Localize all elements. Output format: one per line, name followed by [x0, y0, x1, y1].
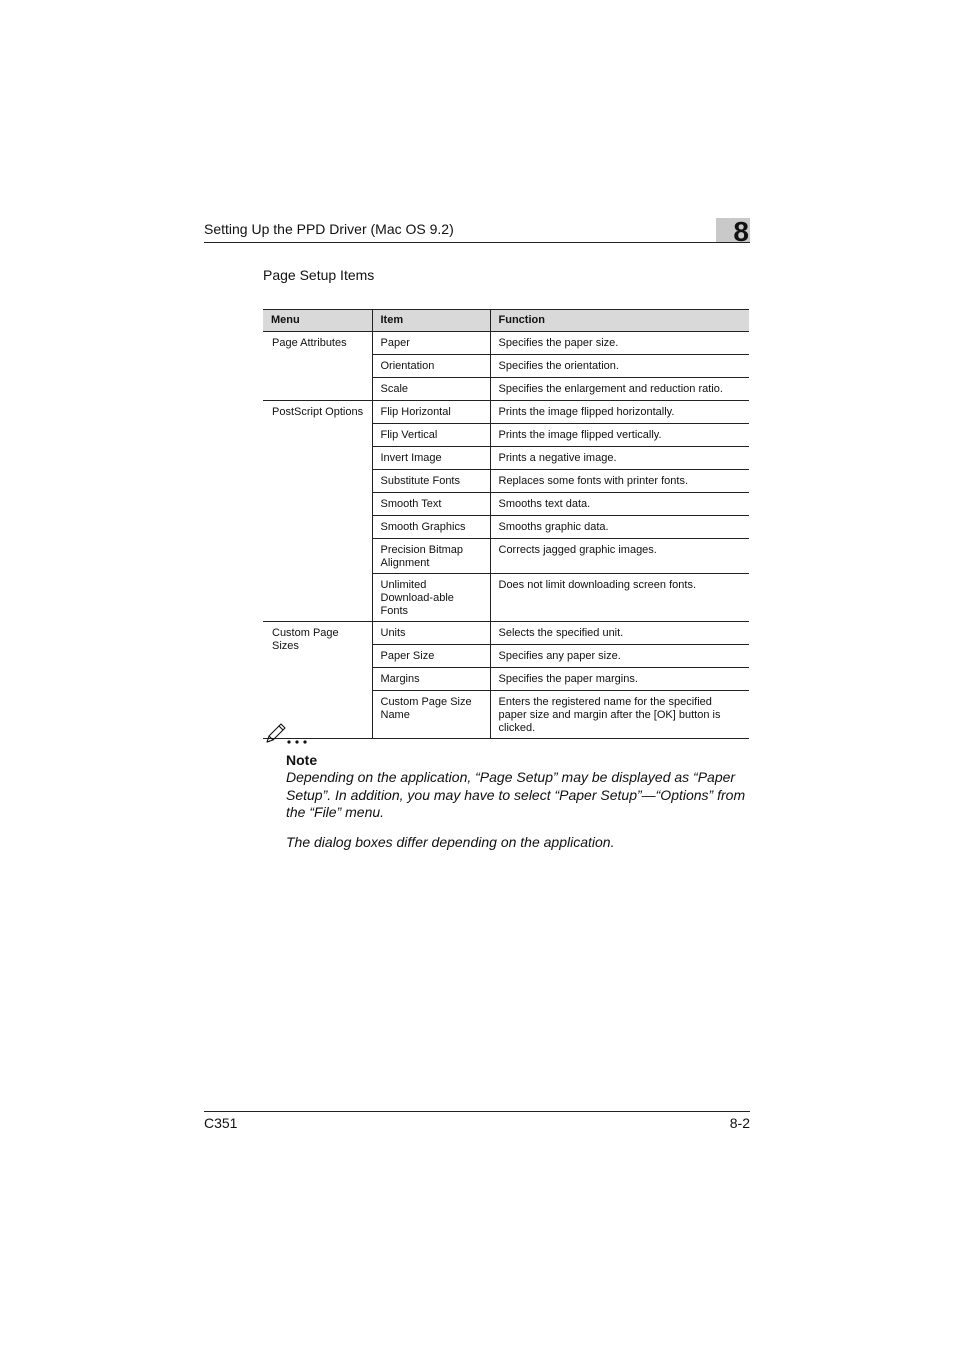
function-cell: Specifies the enlargement and reduction ratio. — [490, 378, 749, 401]
note-paragraph: The dialog boxes differ depending on the application. — [286, 834, 615, 850]
column-header-menu: Menu — [263, 310, 372, 332]
table-header-row — [263, 310, 749, 332]
item-cell: Flip Vertical — [372, 424, 490, 447]
item-cell: Smooth Text — [372, 493, 490, 516]
function-cell: Prints the image flipped horizontally. — [490, 401, 749, 424]
page-setup-table — [263, 309, 749, 739]
item-cell: Paper — [372, 332, 490, 355]
column-header-function: Function — [490, 310, 749, 332]
menu-cell: PostScript Options — [263, 401, 372, 622]
item-cell: Flip Horizontal — [372, 401, 490, 424]
item-cell: Precision Bitmap Alignment — [372, 539, 490, 574]
footer-rule — [204, 1111, 750, 1112]
function-cell: Specifies the paper margins. — [490, 668, 749, 691]
table-row — [263, 332, 749, 355]
chapter-number: 8 — [733, 216, 749, 247]
footer-page-number: 8-2 — [729, 1115, 750, 1131]
function-cell: Prints the image flipped vertically. — [490, 424, 749, 447]
item-cell: Margins — [372, 668, 490, 691]
menu-cell: Custom Page Sizes — [263, 622, 372, 739]
function-cell: Specifies the orientation. — [490, 355, 749, 378]
function-cell: Prints a negative image. — [490, 447, 749, 470]
note-label: Note — [286, 752, 318, 768]
item-cell: Smooth Graphics — [372, 516, 490, 539]
table-row — [263, 401, 749, 424]
item-cell: Custom Page Size Name — [372, 691, 490, 739]
item-cell: Orientation — [372, 355, 490, 378]
item-cell: Substitute Fonts — [372, 470, 490, 493]
function-cell: Specifies the paper size. — [490, 332, 749, 355]
column-header-item: Item — [372, 310, 490, 332]
item-cell: Scale — [372, 378, 490, 401]
header-rule — [204, 242, 750, 243]
function-cell: Does not limit downloading screen fonts. — [490, 574, 749, 622]
function-cell: Corrects jagged graphic images. — [490, 539, 749, 574]
function-cell: Smooths text data. — [490, 493, 749, 516]
item-cell: Invert Image — [372, 447, 490, 470]
note-paragraph: Depending on the application, “Page Setup” may be displayed as “Paper Setup”. In addition, you may have to select “Paper Setup”—“Options” from the “File” menu. — [286, 769, 746, 820]
function-cell: Smooths graphic data. — [490, 516, 749, 539]
function-cell: Replaces some fonts with printer fonts. — [490, 470, 749, 493]
item-cell: Units — [372, 622, 490, 645]
function-cell: Specifies any paper size. — [490, 645, 749, 668]
header-title: Setting Up the PPD Driver (Mac OS 9.2) — [204, 221, 454, 237]
menu-cell: Page Attributes — [263, 332, 372, 401]
section-title: Page Setup Items — [263, 267, 375, 283]
item-cell: Unlimited Download-able Fonts — [372, 574, 490, 622]
pencil-note-icon — [264, 721, 310, 747]
function-cell: Selects the specified unit. — [490, 622, 749, 645]
item-cell: Paper Size — [372, 645, 490, 668]
footer-model: C351 — [204, 1115, 238, 1131]
chapter-tab — [716, 216, 750, 247]
function-cell: Enters the registered name for the specified paper size and margin after the [OK] button is clicked. — [490, 691, 749, 739]
table-row — [263, 622, 749, 645]
